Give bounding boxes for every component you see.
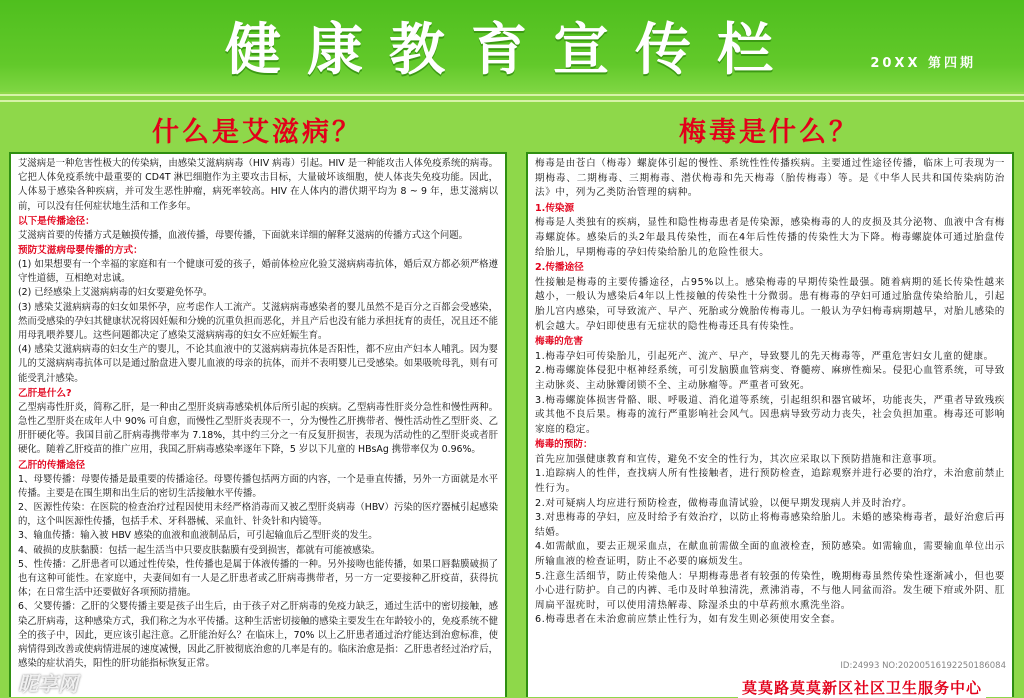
aids-content-panel — [9, 152, 507, 697]
paragraph: 1、母婴传播：母婴传播是最重要的传播途径。母婴传播包括两方面的内容，一个是垂直传播，另外一方面就是水平传播。主要是在围生期和出生后的密切生活接触水平传播。 — [18, 473, 498, 499]
issue-number: 20XX 第四期 — [870, 56, 976, 71]
paragraph: 6.梅毒患者在未治愈前应禁止性行为，如有发生则必须使用安全套。 — [535, 614, 841, 626]
paragraph: 梅毒是人类独有的疾病，显性和隐性梅毒患者是传染源，感染梅毒的人的皮损及其分泌物、血液中含有梅毒螺旋体。感染后的头2年最具传染性，而在4年后性传播的传染性大为下降。梅毒螺旋体可通过胎盘传给胎儿，早期梅毒的孕妇传染给胎儿的危险性很大。 — [535, 217, 1005, 258]
section-heading: 1.传染源 — [535, 202, 575, 214]
section-heading: 乙肝是什么? — [18, 387, 72, 399]
paragraph: 1.梅毒孕妇可传染胎儿，引起死产、流产、早产，导致婴儿的先天梅毒等，严重危害妇女儿童的健康。 — [535, 350, 994, 362]
paragraph: 5、性传播：乙肝患者可以通过性传染，性传播也是属于体液传播的一种。另外接吻也能传播，如果口唇黏膜破损了也有这种可能性。在家庭中，夫妻间如有一人是乙肝患者或乙肝病毒携带者，另一方一定要接种乙肝疫苗，获得抗体；在日常生活中还要做好各项预防措施。 — [18, 558, 498, 599]
paragraph: 4.如需献血，要去正规采血点，在献血前需做全面的血液检查，预防感染。如需输血，需要输血单位出示所输血液的检查证明，防止不必要的麻烦发生。 — [535, 541, 1005, 568]
watermark-logo: 昵享网 — [18, 672, 78, 696]
watermark-id: ID:24993 NO:20200516192250186084 — [840, 661, 1006, 671]
organization-name: 莫莫路莫莫新区社区卫生服务中心 — [738, 677, 986, 698]
section-heading: 梅毒的预防： — [535, 439, 593, 451]
paragraph: 艾滋病首要的传播方式是触摸传播，血液传播，母婴传播，下面就来详细的解释艾滋病的传播方式这个问题。 — [18, 229, 469, 241]
paragraph: 艾滋病是一种危害性极大的传染病，由感染艾滋病病毒（HIV 病毒）引起。HIV 是一种能攻击人体免疫系统的病毒。它把人体免疫系统中最重要的 CD4T 淋巴细胞作为主要攻击目标，大量破坏该细胞，使人体丧失免疫功能。因此，人体易于感染各种疾病，并可发生恶性肿瘤，病死率较高。HIV 在人体内的潜伏期平均为 8 ~ 9 年，患艾滋病以前，可以没有任何症状地生活和工作多年。 — [18, 158, 498, 212]
section-heading: 梅毒的危害 — [535, 336, 583, 348]
paragraph: 性接触是梅毒的主要传播途径，占95%以上。感染梅毒的早期传染性最强。随着病期的延长传染性越来越小，一般认为感染后4年以上性接触的传染性十分微弱。患有梅毒的孕妇可通过胎盘传染给胎儿，引起胎儿宫内感染，可导致流产、早产、死胎或分娩胎传梅毒儿。一般认为孕妇梅毒病期越早，对胎儿感染的机会越大。孕妇即使患有无症状的隐性梅毒还具有传染性。 — [535, 276, 1005, 332]
paragraph: (3) 感染艾滋病病毒的妇女如果怀孕，应考虑作人工流产。艾滋病病毒感染者的婴儿虽然不是百分之百都会受感染，然而受感染的孕妇其健康状况将因妊娠和分娩的沉重负担而恶化，并且产后也没有能力承担抚育的责任，况且还不能用母乳喂养婴儿。这些问题都决定了感染艾滋病病毒的妇女不应妊娠生育。 — [18, 301, 498, 342]
paragraph: (1) 如果想要有一个幸福的家庭和有一个健康可爱的孩子，婚前体检应化验艾滋病病毒抗体，婚后双方都必须严格遵守性道德，互相绝对忠诚。 — [18, 259, 498, 285]
paragraph: (4) 感染艾滋病病毒的妇女生产的婴儿，不论其血液中的艾滋病病毒抗体是否阳性，都不应由产妇本人哺乳。因为婴儿的艾滋病病毒抗体可以是通过胎盘进入婴儿血液的母亲的抗体，而并不表明婴儿已受感染。如果吸吮母乳，则有可能受乳汁感染。 — [18, 344, 498, 384]
aids-section-title: 什么是艾滋病？ — [152, 117, 362, 148]
paragraph: (2) 已经感染上艾滋病病毒的妇女要避免怀孕。 — [18, 287, 213, 299]
paragraph: 乙型病毒性肝炎，简称乙肝，是一种由乙型肝炎病毒感染机体后所引起的疾病。乙型病毒性肝炎分急性和慢性两种。急性乙型肝炎在成年人中 90% 可自愈，而慢性乙型肝炎表现不一，分为慢性乙肝携带者、慢性活动性乙型肝炎、乙肝肝硬化等。我国目前乙肝病毒携带率为 7.18%，其中约三分之一有反复肝损害，表现为活动性的乙型肝炎或者肝硬化。随着乙肝疫苗的推广应用，我国乙肝病毒感染率逐年下降，5 岁以下儿童的 HBsAg 携带率仅为 0.96%。 — [18, 401, 498, 456]
paragraph: 2.梅毒螺旋体侵犯中枢神经系统，可引发脑膜血管病变、脊髓痨、麻痹性痴呆。侵犯心血管系统，可导致主动脉炎、主动脉瓣闭锁不全、主动脉瘤等。严重者可致死。 — [535, 365, 1005, 391]
paragraph: 3.梅毒螺旋体损害骨骼、眼、呼吸道、消化道等系统，引起组织和器官破坏，功能丧失，严重者导致残疾或其他不良后果。梅毒的流行严重影响社会风气。因患病导致劳动力丧失，社会负担加重。梅毒还可影响家庭的稳定。 — [535, 394, 1005, 435]
page-title: 健康教育宣传栏 — [225, 18, 799, 83]
paragraph: 梅毒是由苍白（梅毒）螺旋体引起的慢性、系统性性传播疾病。主要通过性途径传播，临床上可表现为一期梅毒、二期梅毒、三期梅毒、潜伏梅毒和先天梅毒（胎传梅毒）等。是《中华人民共和国传染病防治法》中，列为乙类防治管理的病种。 — [535, 158, 1005, 199]
paragraph: 3.对患梅毒的孕妇，应及时给予有效治疗，以防止将梅毒感染给胎儿。未婚的感染梅毒者，最好治愈后再结婚。 — [535, 512, 1005, 538]
header-banner — [0, 0, 1024, 92]
section-heading: 以下是传播途径： — [18, 215, 95, 227]
paragraph: 2、医源性传染：在医院的检查治疗过程因使用未经严格消毒而又被乙型肝炎病毒（HBV）污染的医疗器械引起感染的，这个叫医源性传播，包括手术、牙科器械、采血针、针灸针和内镜等。 — [18, 502, 498, 528]
syphilis-section-title: 梅毒是什么？ — [679, 117, 859, 148]
paragraph: 首先应加强健康教育和宣传，避免不安全的性行为，其次应采取以下预防措施和注意事项。 — [535, 453, 943, 465]
paragraph: 2.对可疑病人均应进行预防检查，做梅毒血清试验，以便早期发现病人并及时治疗。 — [535, 497, 913, 509]
paragraph: 1.追踪病人的性伴，查找病人所有性接触者，进行预防检查，追踪观察并进行必要的治疗，未治愈前禁止性行为。 — [535, 468, 1005, 495]
paragraph: 5.注意生活细节，防止传染他人：早期梅毒患者有较强的传染性，晚期梅毒虽然传染性逐渐减小，但也要小心进行防护。自己的内裤、毛巾及时单独清洗，煮沸消毒，不与他人同盆而浴。发生硬下疳或外阴、肛周扁平湿疣时，可以使用清热解毒、除湿杀虫的中草药煎水熏洗坐浴。 — [535, 570, 1005, 611]
section-heading: 预防艾滋病母婴传播的方式： — [18, 245, 143, 257]
syphilis-content-panel — [526, 152, 1014, 697]
divider-line — [0, 100, 1024, 102]
paragraph: 4、破损的皮肤黏膜：包括一起生活当中只要皮肤黏膜有受到损害，都就有可能被感染。 — [18, 544, 381, 556]
divider-line — [0, 94, 1024, 96]
paragraph: 6、父婴传播：乙肝的父婴传播主要是孩子出生后，由于孩子对乙肝病毒的免疫力缺乏，通过生活中的密切接触，感染乙肝病毒，这种感染方式，我们称之为水平传播。这种生活密切接触的感染主要发生在年龄较小的，免疫系统不健全的孩子中，因此，更应该引起注意。乙肝能治好么？在临床上，70% 以上乙肝患者通过治疗能达到治愈标准，使病情得到改善或使病情进展的速度减慢，因此乙肝被彻底治愈的几率是有的。临床治愈是指：乙肝患者经过治疗后，感染的症状消失，阳性的肝功能指标恢复正常。 — [18, 601, 498, 670]
section-heading: 乙肝的传播途径 — [18, 459, 86, 471]
paragraph: 3、输血传播：输入被 HBV 感染的血液和血液制品后，可引起输血后乙型肝炎的发生。 — [18, 530, 378, 542]
section-heading: 2.传播途径 — [535, 262, 584, 274]
